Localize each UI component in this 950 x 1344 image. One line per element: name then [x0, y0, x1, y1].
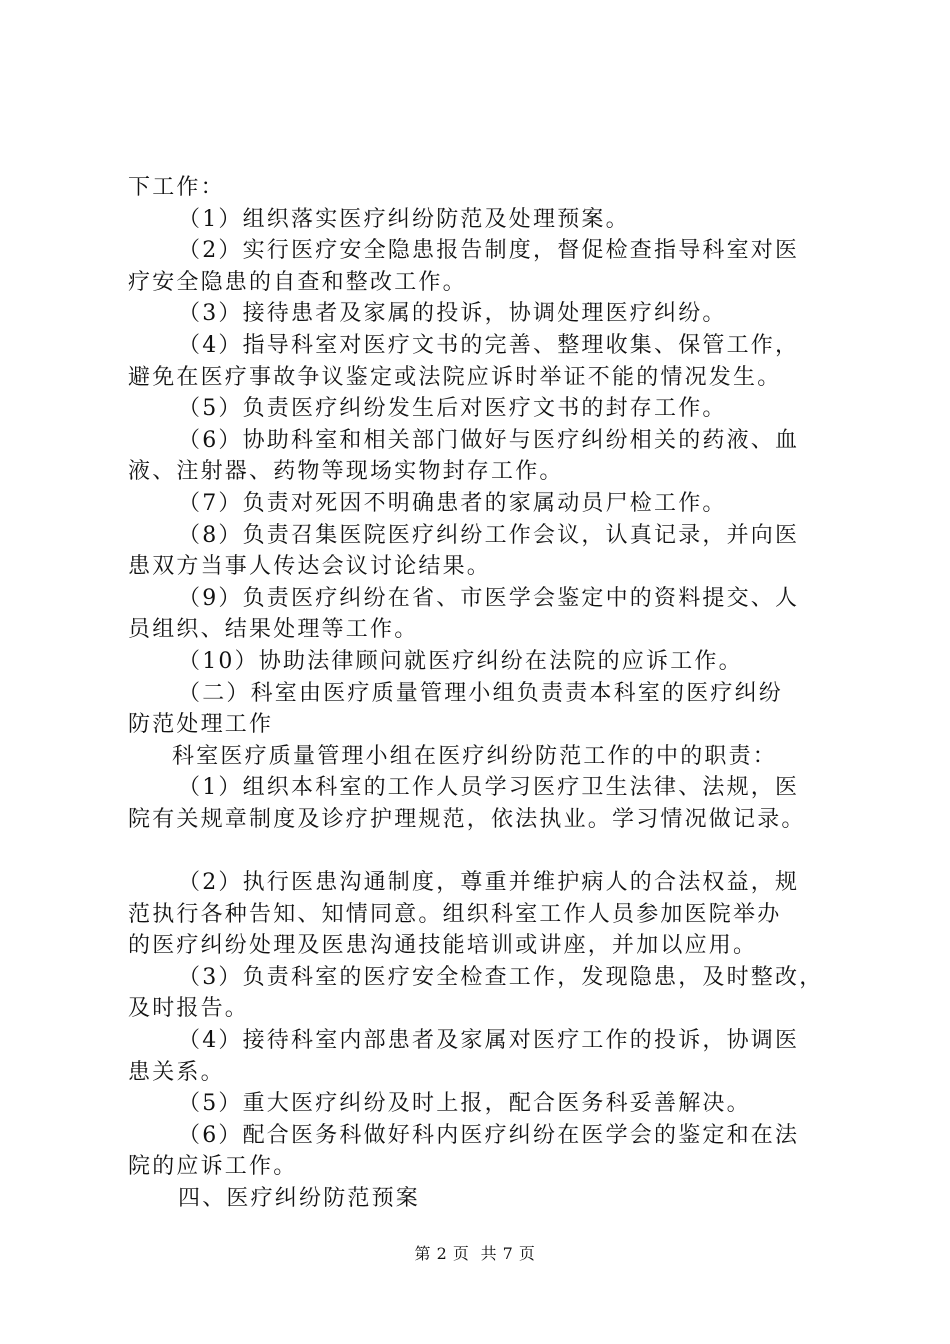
blank-line: [128, 835, 840, 867]
list-item-3: （3）接待患者及家属的投诉，协调处理医疗纠纷。: [178, 301, 727, 327]
duty-item-2: （2）执行医患沟通制度，尊重并维护病人的合法权益，规: [178, 870, 800, 896]
list-item-1: （1）组织落实医疗纠纷防范及处理预案。: [178, 206, 630, 232]
text-line: 液、注射器、药物等现场实物封存工作。: [128, 459, 564, 485]
text-line: 患关系。: [128, 1059, 225, 1085]
text-line: 及时报告。: [128, 996, 250, 1022]
text-line: 员组织、结果处理等工作。: [128, 617, 419, 643]
section-heading-4: 四、医疗纠纷防范预案: [178, 1186, 421, 1211]
list-item-7: （7）负责对死因不明确患者的家属动员尸检工作。: [178, 490, 727, 516]
text-line: 患双方当事人传达会议讨论结果。: [128, 554, 492, 580]
text-line: 院的应诉工作。: [128, 1154, 298, 1180]
duty-item-5: （5）重大医疗纠纷及时上报，配合医务科妥善解决。: [178, 1091, 751, 1117]
list-item-4: （4）指导科室对医疗文书的完善、整理收集、保管工作，: [178, 332, 800, 358]
duty-item-4: （4）接待科室内部患者及家属对医疗工作的投诉，协调医: [178, 1028, 800, 1054]
text-line: 疗安全隐患的自查和整改工作。: [128, 269, 467, 295]
list-item-9: （9）负责医疗纠纷在省、市医学会鉴定中的资料提交、人: [178, 585, 800, 611]
list-item-10: （10）协助法律顾问就医疗纠纷在法院的应诉工作。: [178, 648, 743, 674]
section-heading-2: （二）科室由医疗质量管理小组负责责本科室的医疗纠纷: [178, 680, 784, 706]
text-line: 范执行各种告知、知情同意。组织科室工作人员参加医院举办: [128, 901, 782, 927]
list-item-8: （8）负责召集医院医疗纠纷工作会议，认真记录，并向医: [178, 522, 800, 548]
list-item-2: （2）实行医疗安全隐患报告制度，督促检查指导科室对医: [178, 238, 800, 264]
text-line: 避免在医疗事故争议鉴定或法院应诉时举证不能的情况发生。: [128, 364, 782, 390]
duty-item-1: （1）组织本科室的工作人员学习医疗卫生法律、法规，医: [178, 775, 800, 801]
page-footer: 第 2 页 共 7 页: [414, 1244, 536, 1263]
list-item-6: （6）协助科室和相关部门做好与医疗纠纷相关的药液、血: [178, 427, 800, 453]
list-item-5: （5）负责医疗纠纷发生后对医疗文书的封存工作。: [178, 396, 727, 422]
document-body: [128, 172, 840, 1215]
paragraph-intro: 科室医疗质量管理小组在医疗纠纷防范工作的中的职责：: [172, 743, 778, 769]
text-line: 下工作：: [128, 175, 225, 200]
duty-item-3: （3）负责科室的医疗安全检查工作，发现隐患，及时整改，: [178, 964, 824, 990]
duty-item-6: （6）配合医务科做好科内医疗纠纷在医学会的鉴定和在法: [178, 1122, 800, 1148]
text-line: 防范处理工作: [128, 712, 274, 738]
text-line: 院有关规章制度及诊疗护理规范，依法执业。学习情况做记录。: [128, 806, 806, 832]
text-line: 的医疗纠纷处理及医患沟通技能培训或讲座，并加以应用。: [128, 933, 758, 959]
